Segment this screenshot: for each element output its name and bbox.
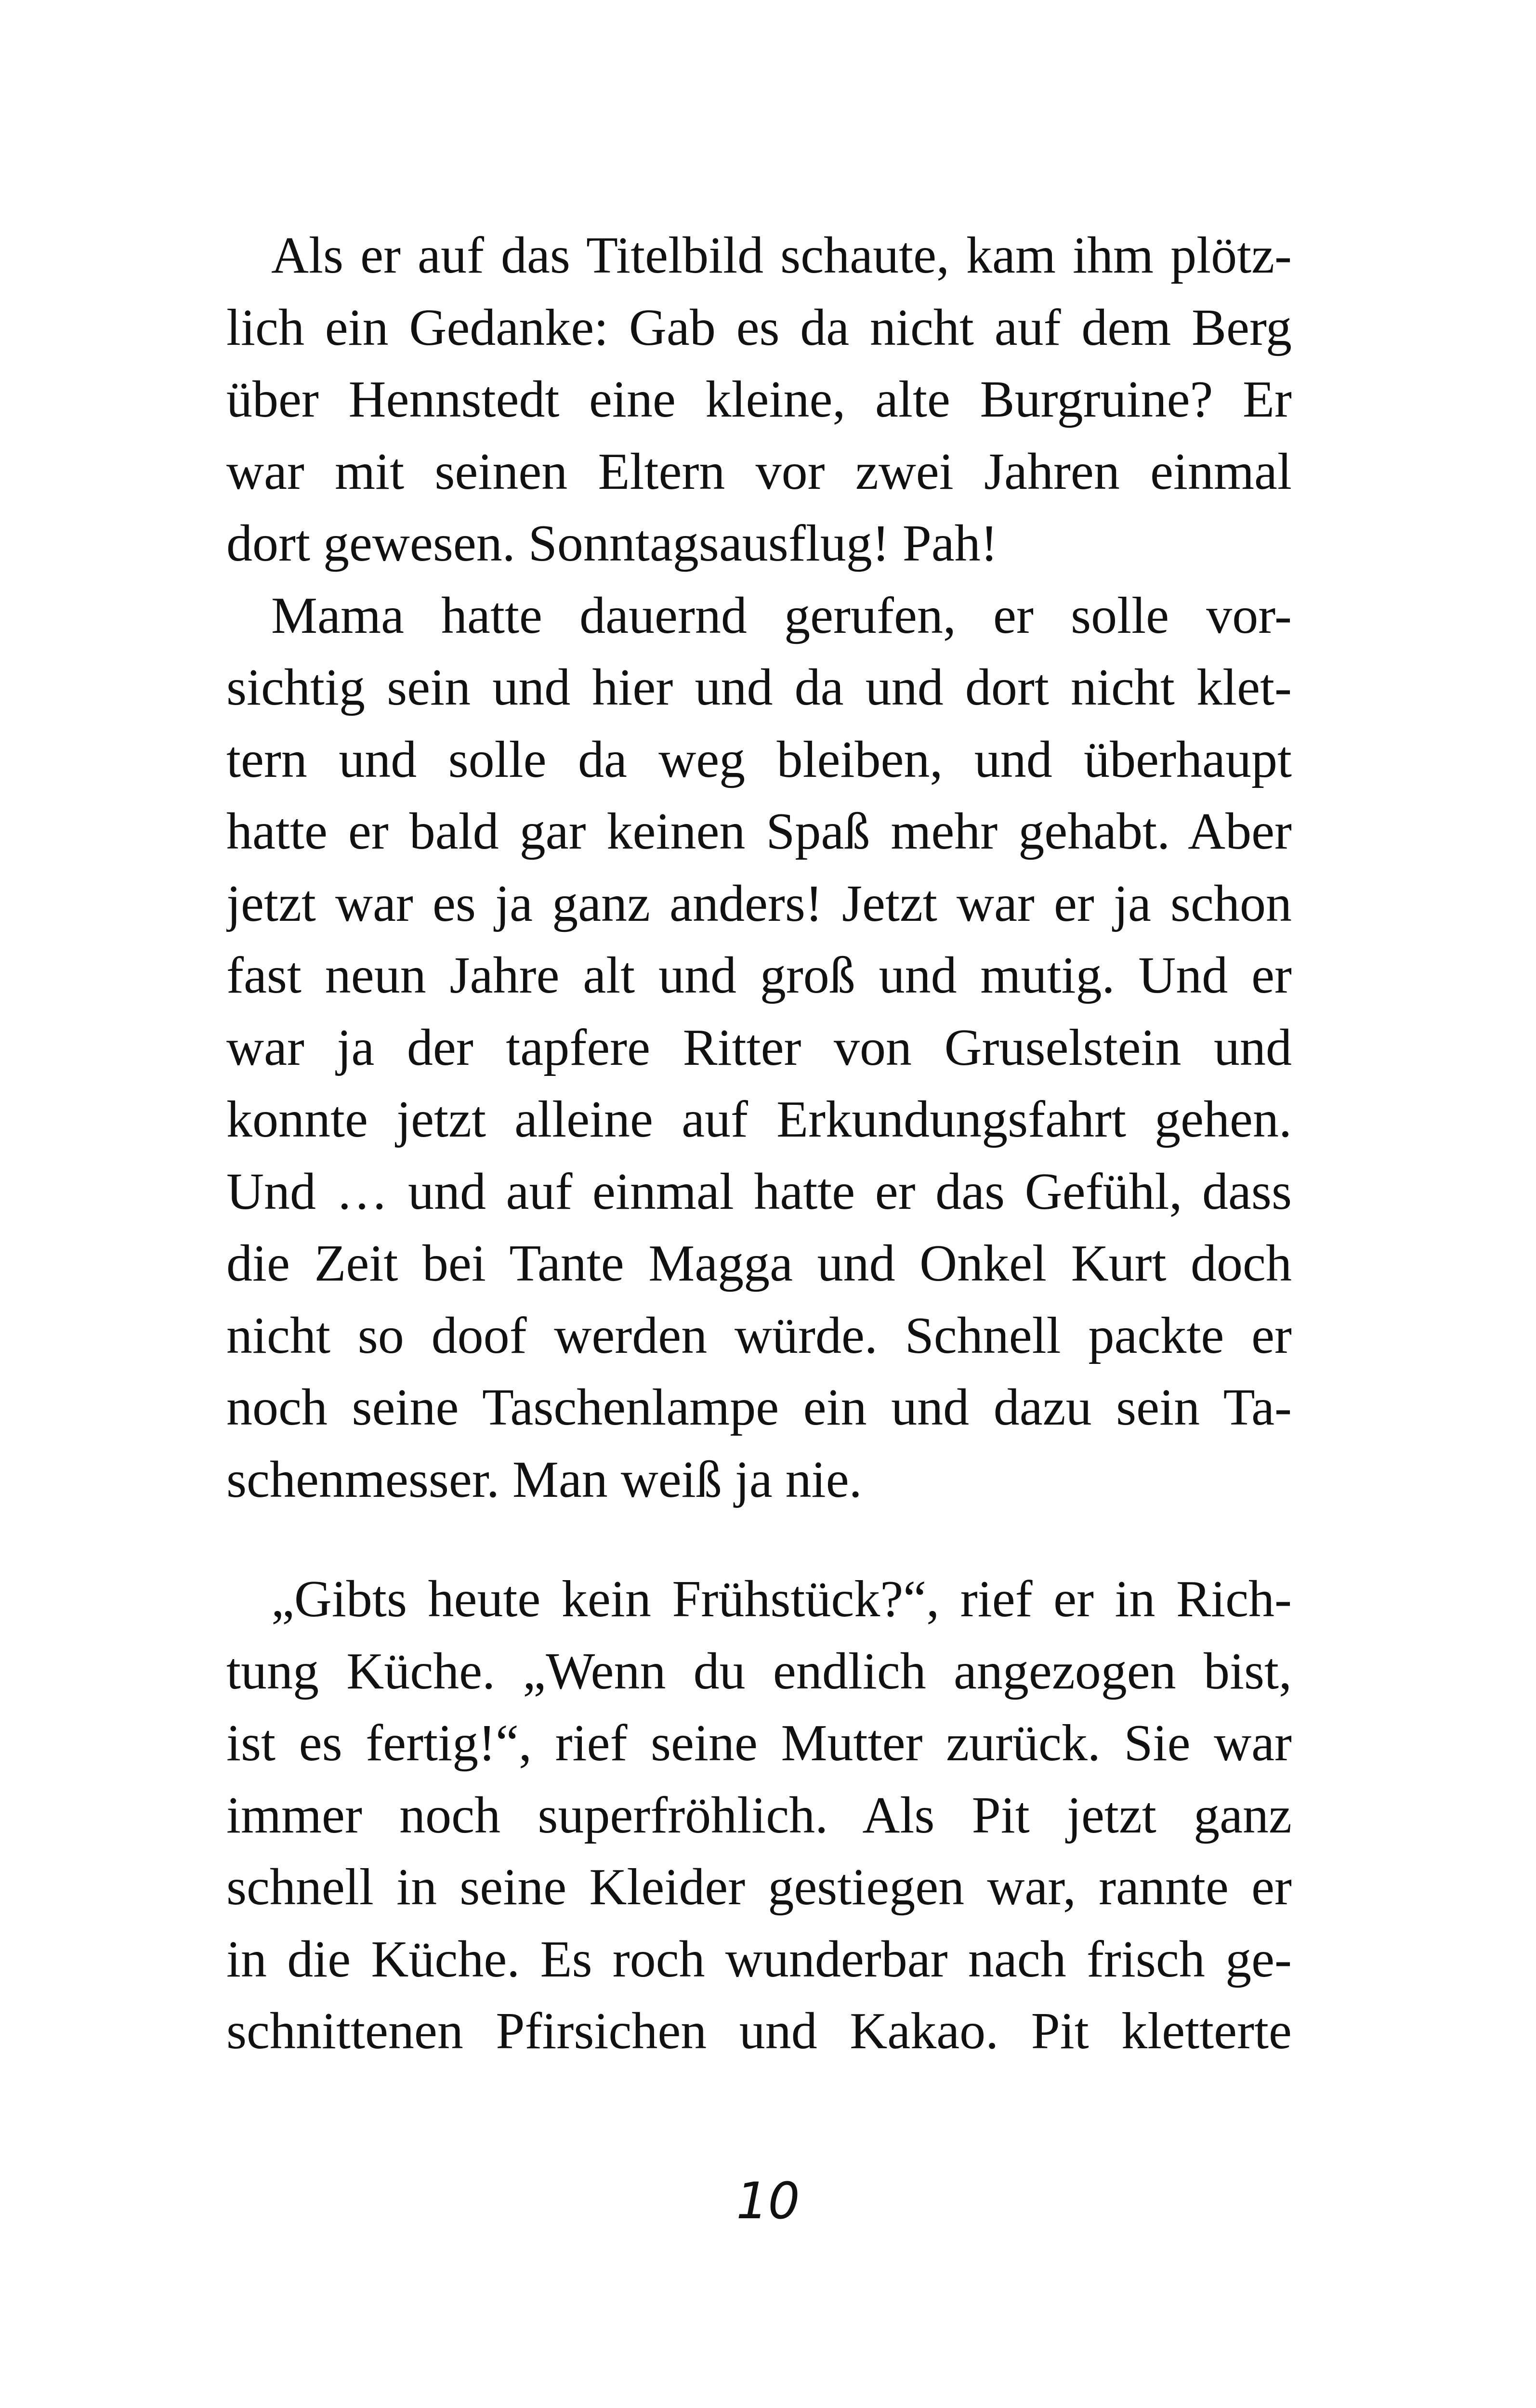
text-line: in die Küche. Es roch wunderbar nach frisch ge- (226, 1930, 1292, 1988)
text-line: Und … und auf einmal hatte er das Gefühl, dass (226, 1163, 1292, 1220)
paragraph-1 (226, 220, 1292, 580)
text-line: schnittenen Pfirsichen und Kakao. Pit kletterte (226, 2002, 1292, 2060)
text-line: tung Küche. „Wenn du endlich angezogen bist, (226, 1642, 1292, 1700)
text-line: ist es fertig!“, rief seine Mutter zurück. Sie war (226, 1714, 1292, 1772)
page-number: 10 (736, 2172, 800, 2230)
text-line: hatte er bald gar keinen Spaß mehr gehabt. Aber (226, 803, 1292, 860)
text-line: „Gibts heute kein Frühstück?“, rief er in Rich- (271, 1570, 1292, 1628)
text-line: nicht so doof werden würde. Schnell packte er (226, 1307, 1292, 1364)
text-line: Als er auf das Titelbild schaute, kam ihm plötz- (271, 227, 1292, 284)
text-line: war ja der tapfere Ritter von Gruselstein und (226, 1019, 1292, 1076)
text-line: tern und solle da weg bleiben, und überhaupt (226, 731, 1292, 788)
paragraph-3 (226, 1563, 1292, 2068)
text-line: Mama hatte dauernd gerufen, er solle vor- (271, 587, 1292, 644)
text-line: dort gewesen. Sonntagsausflug! Pah! (226, 515, 998, 572)
text-line: noch seine Taschenlampe ein und dazu sein Ta- (226, 1379, 1292, 1436)
text-line: war mit seinen Eltern vor zwei Jahren einmal (226, 443, 1292, 500)
text-block-1 (226, 220, 1292, 1516)
text-line: schnell in seine Kleider gestiegen war, rannte er (226, 1858, 1292, 1916)
text-line: fast neun Jahre alt und groß und mutig. Und er (226, 947, 1292, 1004)
text-line: die Zeit bei Tante Magga und Onkel Kurt doch (226, 1235, 1292, 1292)
text-line: jetzt war es ja ganz anders! Jetzt war er ja schon (226, 875, 1292, 932)
text-line: schenmesser. Man weiß ja nie. (226, 1451, 862, 1508)
text-line: konnte jetzt alleine auf Erkundungsfahrt gehen. (226, 1091, 1292, 1148)
text-line: lich ein Gedanke: Gab es da nicht auf dem Berg (226, 299, 1292, 356)
text-line: sichtig sein und hier und da und dort nicht klet- (226, 659, 1292, 716)
text-line: immer noch superfröhlich. Als Pit jetzt ganz (226, 1786, 1292, 1844)
text-block-2 (226, 1563, 1292, 2068)
paragraph-2 (226, 580, 1292, 1516)
text-line: über Hennstedt eine kleine, alte Burgruine? Er (226, 371, 1292, 428)
